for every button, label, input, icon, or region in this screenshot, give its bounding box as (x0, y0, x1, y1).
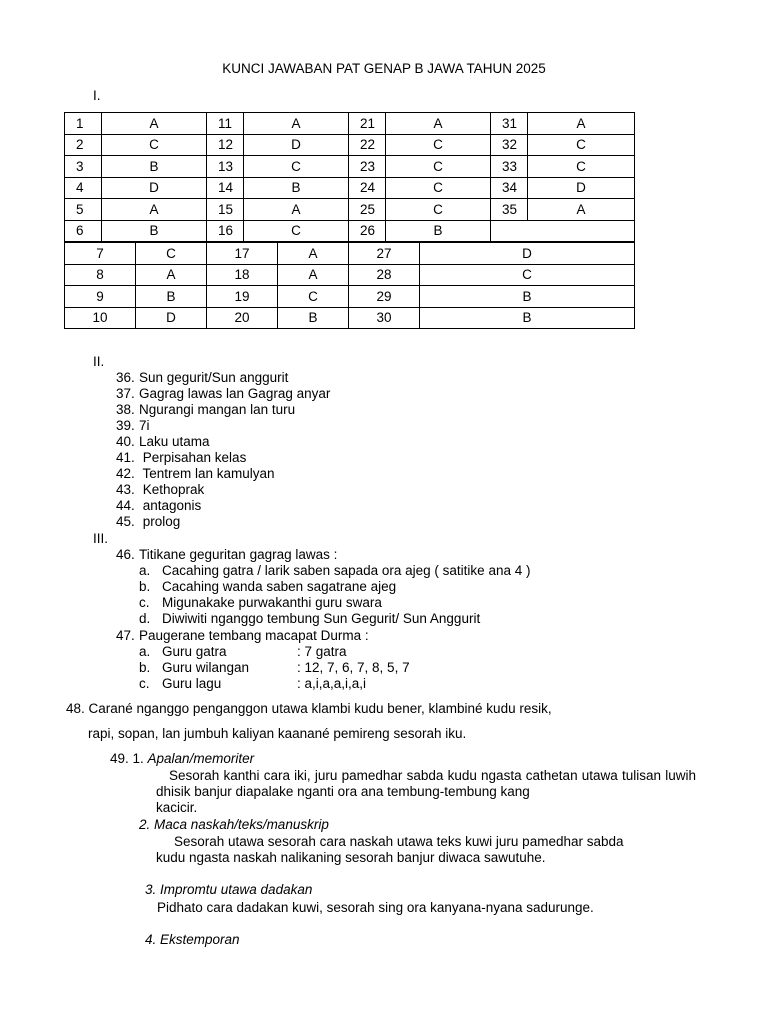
question-number-cell: 1 (65, 113, 102, 135)
question-number-cell: 27 (349, 243, 420, 265)
answer-cell: B (244, 177, 349, 199)
answer-cell: A (528, 199, 635, 221)
list-item (139, 563, 530, 579)
answer-49-method-4: 4. Ekstemporan (145, 932, 240, 947)
list-item (116, 386, 330, 402)
item-letter: a. (139, 644, 151, 659)
answer-cell: B (420, 307, 635, 329)
item-value: : 7 gatra (297, 644, 347, 659)
question-number-cell: 30 (349, 307, 420, 329)
question-number-cell: 3 (65, 156, 102, 178)
section-3-label: III. (93, 531, 109, 546)
section-2-list (116, 370, 330, 530)
question-number-cell: 18 (207, 264, 278, 286)
list-item (139, 644, 410, 660)
item-text: Migunakake purwakanthi guru swara (162, 595, 382, 610)
question-number-cell: 7 (65, 243, 136, 265)
answer-cell: C (136, 243, 207, 265)
question-number-cell: 21 (349, 113, 386, 135)
item-text: prolog (139, 514, 181, 529)
item-text: Cacahing wanda saben sagatrane ajeg (162, 579, 397, 594)
table-row (65, 156, 635, 178)
question-number-cell: 28 (349, 264, 420, 286)
item-text: Laku utama (139, 434, 210, 449)
question-number-cell: 31 (491, 113, 528, 135)
item-key: Guru wilangan (162, 660, 250, 675)
answer-cell: D (244, 134, 349, 156)
table-row (65, 264, 635, 286)
item-number: 38. (116, 402, 135, 417)
answer-cell: A (244, 199, 349, 221)
answer-49-paragraph-3: Pidhato cara dadakan kuwi, sesorah sing ora kanyana-nyana sadurunge. (157, 900, 594, 915)
item-letter: a. (139, 563, 151, 578)
answer-cell: C (386, 156, 491, 178)
page-title: KUNCI JAWABAN PAT GENAP B JAWA TAHUN 2025 (222, 61, 546, 76)
question-47-text: Paugerane tembang macapat Durma : (139, 628, 369, 643)
answer-cell: B (136, 286, 207, 308)
question-number-cell: 19 (207, 286, 278, 308)
answer-49-method-1: Apalan/memoriter (147, 751, 255, 766)
list-item (116, 370, 330, 386)
item-key: Guru lagu (162, 676, 222, 691)
answer-49-paragraph-1-end: kacicir. (156, 800, 198, 815)
answer-table-bottom (64, 242, 635, 329)
answer-cell: B (102, 220, 207, 242)
question-number-cell: 10 (65, 307, 136, 329)
item-text: Cacahing gatra / larik saben sapada ora ajeg ( satitike ana 4 ) (162, 563, 531, 578)
list-item (139, 611, 530, 627)
answer-49-paragraph-1 (156, 768, 696, 800)
question-number-cell: 17 (207, 243, 278, 265)
item-text: Gagrag lawas lan Gagrag anyar (139, 386, 331, 401)
answer-cell: D (102, 177, 207, 199)
table-row (65, 199, 635, 221)
item-text: Perpisahan kelas (139, 450, 247, 465)
list-item (116, 402, 330, 418)
question-number-cell: 35 (491, 199, 528, 221)
question-number-cell: 26 (349, 220, 386, 242)
item-number: 42. (116, 466, 135, 481)
item-number: 39. (116, 418, 135, 433)
answer-cell: C (386, 199, 491, 221)
answer-cell: D (420, 243, 635, 265)
item-number: 43. (116, 482, 135, 497)
answer-cell: B (420, 286, 635, 308)
question-number-cell: 4 (65, 177, 102, 199)
question-47-number: 47. (116, 628, 135, 643)
question-47-list (139, 644, 410, 692)
list-item (139, 579, 530, 595)
question-46-list (139, 563, 530, 627)
question-number-cell: 24 (349, 177, 386, 199)
item-number: 41. (116, 450, 135, 465)
item-key: Guru gatra (162, 644, 227, 659)
table-row (65, 134, 635, 156)
answer-48-line-2: rapi, sopan, lan jumbuh kaliyan kaanané pemireng sesorah iku. (88, 726, 467, 741)
list-item (116, 434, 330, 450)
list-item (116, 482, 330, 498)
answer-cell: A (244, 113, 349, 135)
question-number-cell: 29 (349, 286, 420, 308)
table-row (65, 286, 635, 308)
question-46-number: 46. (116, 547, 135, 562)
question-number-cell: 22 (349, 134, 386, 156)
item-number: 37. (116, 386, 135, 401)
question-number-cell: 23 (349, 156, 386, 178)
question-number-cell: 9 (65, 286, 136, 308)
question-number-cell: 6 (65, 220, 102, 242)
question-number-cell: 2 (65, 134, 102, 156)
answer-cell: D (528, 177, 635, 199)
table-row (65, 307, 635, 329)
answer-49-heading-1 (110, 751, 254, 767)
answer-cell: A (528, 113, 635, 135)
empty-cell (491, 220, 635, 242)
question-number-cell: 14 (207, 177, 244, 199)
item-value: : 12, 7, 6, 7, 8, 5, 7 (297, 660, 410, 675)
question-47 (116, 628, 369, 644)
question-number-cell: 33 (491, 156, 528, 178)
question-number-cell: 12 (207, 134, 244, 156)
answer-cell: C (244, 220, 349, 242)
answer-49-paragraph-2b: kudu ngasta naskah nalikaning sesorah banjur diwaca sawutuhe. (156, 850, 546, 865)
answer-cell: C (244, 156, 349, 178)
item-text: Kethoprak (139, 482, 205, 497)
table-row (65, 113, 635, 135)
answer-cell: A (102, 199, 207, 221)
item-text: antagonis (139, 498, 202, 513)
answer-cell: A (136, 264, 207, 286)
question-number-cell: 34 (491, 177, 528, 199)
answer-cell: C (386, 134, 491, 156)
answer-cell: A (278, 264, 349, 286)
answer-cell: D (136, 307, 207, 329)
answer-49-paragraph-1-body: Sesorah kanthi cara iki, juru pamedhar sabda kudu ngasta cathetan utawa tulisan luwih dhisik banjur diapalake nganti ora ana tembung-tembung kang (156, 768, 696, 799)
item-value: : a,i,a,a,i,a,i (297, 676, 367, 691)
item-letter: c. (139, 676, 150, 691)
table-row (65, 243, 635, 265)
item-number: 36. (116, 370, 135, 385)
answer-cell: C (528, 134, 635, 156)
item-letter: b. (139, 579, 151, 594)
item-number: 45. (116, 514, 135, 529)
question-number-cell: 25 (349, 199, 386, 221)
answer-cell: C (386, 177, 491, 199)
item-letter: c. (139, 595, 150, 610)
answer-cell: A (278, 243, 349, 265)
answer-49-method-3: 3. Impromtu utawa dadakan (145, 882, 313, 897)
list-item (139, 595, 530, 611)
list-item (116, 498, 330, 514)
answer-cell: B (386, 220, 491, 242)
table-row (65, 220, 635, 242)
section-1-label: I. (93, 88, 101, 103)
list-item (139, 676, 410, 692)
list-item (116, 450, 330, 466)
item-text: Tentrem lan kamulyan (139, 466, 275, 481)
question-number-cell: 16 (207, 220, 244, 242)
item-letter: d. (139, 611, 151, 626)
item-letter: b. (139, 660, 151, 675)
answer-49-method-2: 2. Maca naskah/teks/manuskrip (139, 817, 329, 832)
item-number: 40. (116, 434, 135, 449)
item-text: Ngurangi mangan lan turu (139, 402, 296, 417)
list-item (139, 660, 410, 676)
answer-cell: C (528, 156, 635, 178)
answer-cell: C (278, 286, 349, 308)
question-number-cell: 32 (491, 134, 528, 156)
answer-49-number: 49. 1. (110, 751, 148, 766)
section-2-label: II. (93, 354, 105, 369)
question-number-cell: 11 (207, 113, 244, 135)
answer-48-line-1: 48. Carané nganggo penganggon utawa klambi kudu bener, klambiné kudu resik, (66, 701, 552, 716)
list-item (116, 466, 330, 482)
answer-table-top (64, 112, 635, 242)
answer-cell: B (102, 156, 207, 178)
answer-cell: A (102, 113, 207, 135)
question-number-cell: 5 (65, 199, 102, 221)
answer-cell: A (386, 113, 491, 135)
answer-cell: B (278, 307, 349, 329)
question-46-text: Titikane geguritan gagrag lawas : (139, 547, 338, 562)
question-number-cell: 8 (65, 264, 136, 286)
answer-cell: C (102, 134, 207, 156)
table-row (65, 177, 635, 199)
item-number: 44. (116, 498, 135, 513)
question-number-cell: 13 (207, 156, 244, 178)
question-number-cell: 20 (207, 307, 278, 329)
question-number-cell: 15 (207, 199, 244, 221)
question-46 (116, 547, 337, 563)
item-text: 7i (139, 418, 150, 433)
list-item (116, 514, 330, 530)
list-item (116, 418, 330, 434)
answer-49-paragraph-2a: Sesorah utawa sesorah cara naskah utawa teks kuwi juru pamedhar sabda (174, 834, 624, 849)
item-text: Diwiwiti nganggo tembung Sun Gegurit/ Sun Anggurit (162, 611, 481, 626)
answer-cell: C (420, 264, 635, 286)
item-text: Sun gegurit/Sun anggurit (139, 370, 289, 385)
